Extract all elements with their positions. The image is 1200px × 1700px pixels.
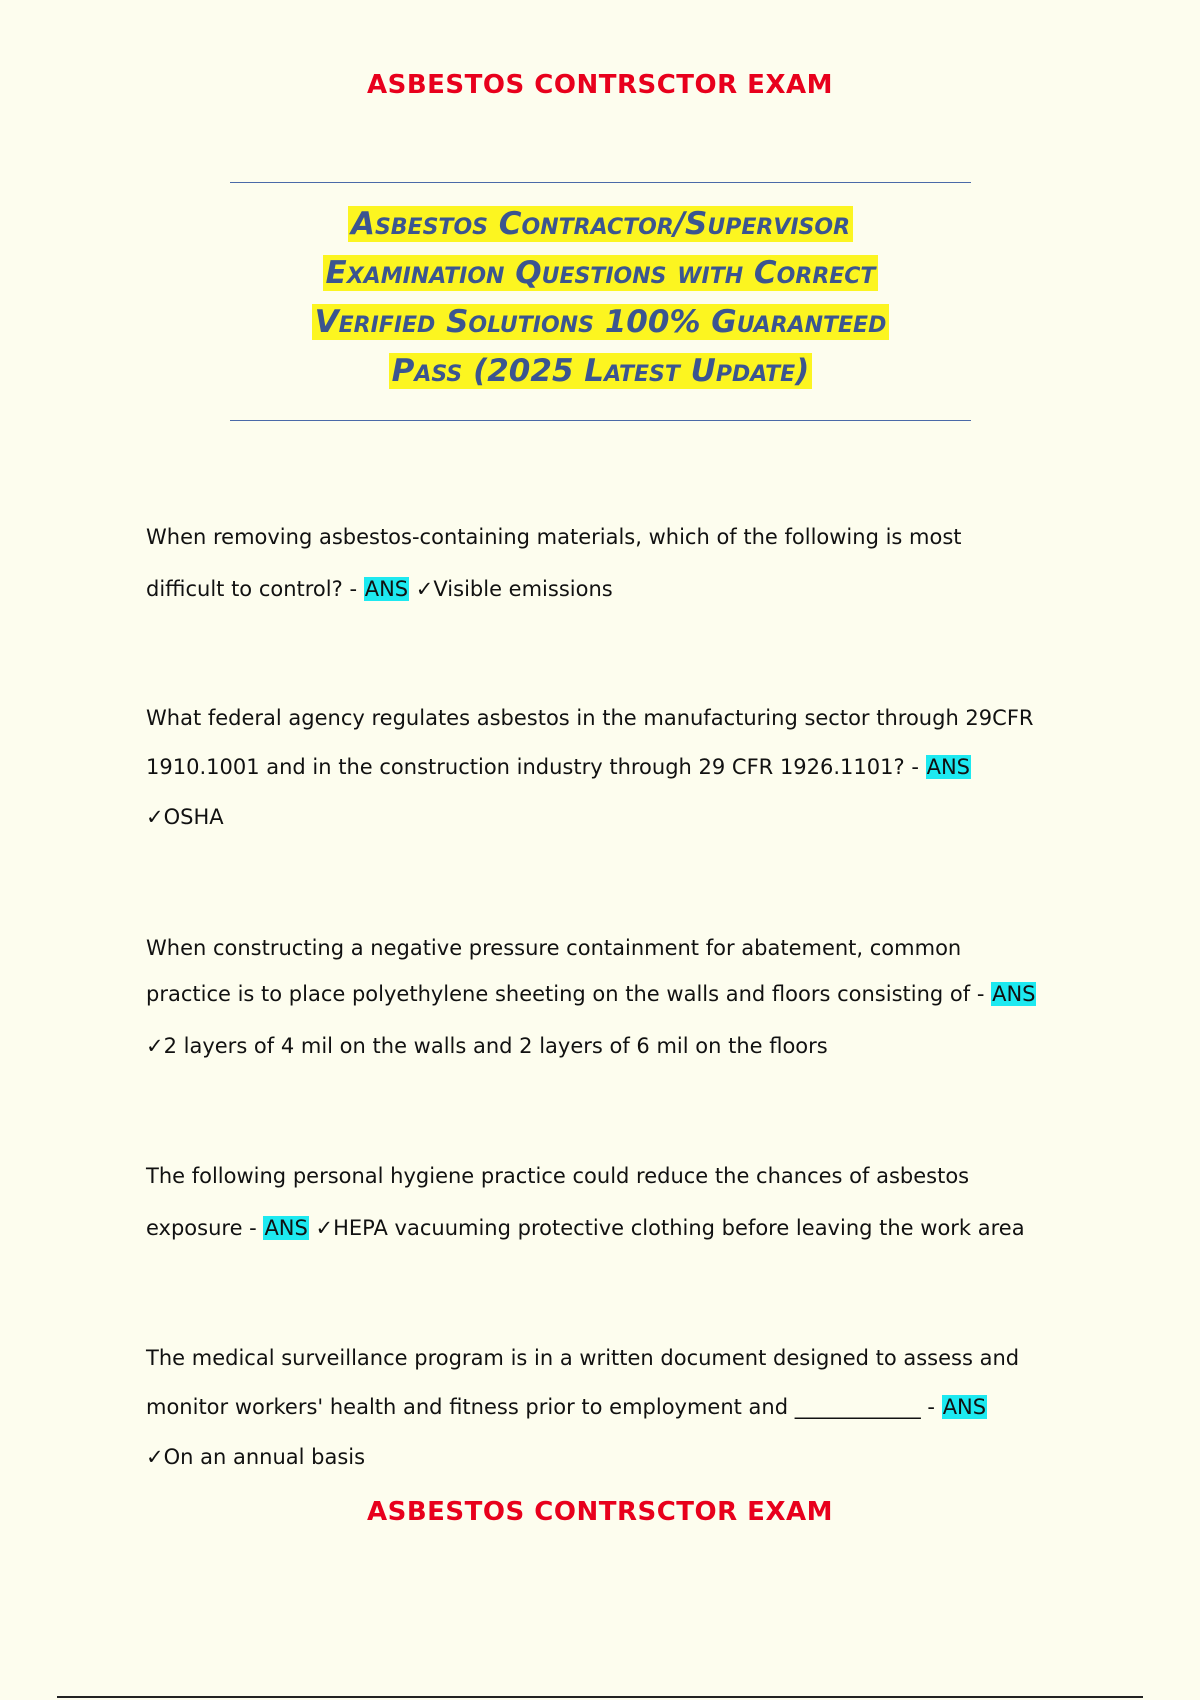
title-top-rule bbox=[230, 182, 971, 183]
ans-badge: ANS bbox=[942, 1395, 987, 1419]
title-line: Asbestos Contractor/Supervisor bbox=[230, 200, 971, 249]
title-line: Pass (2025 Latest Update) bbox=[230, 347, 971, 396]
document-title bbox=[230, 200, 971, 396]
answer-text: ✓HEPA vacuuming protective clothing before leaving the work area bbox=[315, 1216, 1025, 1240]
question-text-line: The following personal hygiene practice could reduce the chances of asbestos bbox=[146, 1164, 970, 1188]
page-header-title: ASBESTOS CONTRSCTOR EXAM bbox=[367, 70, 833, 100]
question-text: practice is to place polyethylene sheeting on the walls and floors consisting of - bbox=[146, 982, 992, 1006]
question-text: exposure - bbox=[146, 1216, 264, 1240]
answer-text: ✓2 layers of 4 mil on the walls and 2 layers of 6 mil on the floors bbox=[146, 1034, 828, 1058]
question-answer-line bbox=[146, 577, 613, 601]
question-text-line bbox=[146, 755, 971, 779]
title-line: Verified Solutions 100% Guaranteed bbox=[230, 298, 971, 347]
question-text-line: When constructing a negative pressure containment for abatement, common bbox=[146, 936, 962, 960]
answer-text: ✓On an annual basis bbox=[146, 1445, 366, 1469]
question-text-line: What federal agency regulates asbestos in the manufacturing sector through 29CFR bbox=[146, 706, 1034, 730]
question-text: 1910.1001 and in the construction industry through 29 CFR 1926.1101? - bbox=[146, 755, 926, 779]
ans-badge: ANS bbox=[264, 1216, 308, 1240]
ans-badge: ANS bbox=[992, 982, 1036, 1006]
question-text: difficult to control? - bbox=[146, 577, 364, 601]
question-text: monitor workers' health and fitness prior to employment and ____________ - bbox=[146, 1395, 942, 1419]
page-footer-title: ASBESTOS CONTRSCTOR EXAM bbox=[367, 1497, 833, 1527]
ans-badge: ANS bbox=[926, 755, 970, 779]
title-line: Examination Questions with Correct bbox=[230, 249, 971, 298]
question-text-line bbox=[146, 1395, 987, 1419]
page-bottom-rule bbox=[57, 1696, 1143, 1698]
ans-badge: ANS bbox=[364, 577, 409, 601]
question-answer-line bbox=[146, 1216, 1025, 1240]
question-text-line: The medical surveillance program is in a written document designed to assess and bbox=[146, 1346, 1020, 1370]
answer-text: ✓Visible emissions bbox=[415, 577, 613, 601]
answer-text: ✓OSHA bbox=[146, 805, 224, 829]
title-bottom-rule bbox=[230, 420, 971, 421]
question-text-line: When removing asbestos-containing materials, which of the following is most bbox=[146, 525, 962, 549]
question-text-line bbox=[146, 982, 1036, 1006]
